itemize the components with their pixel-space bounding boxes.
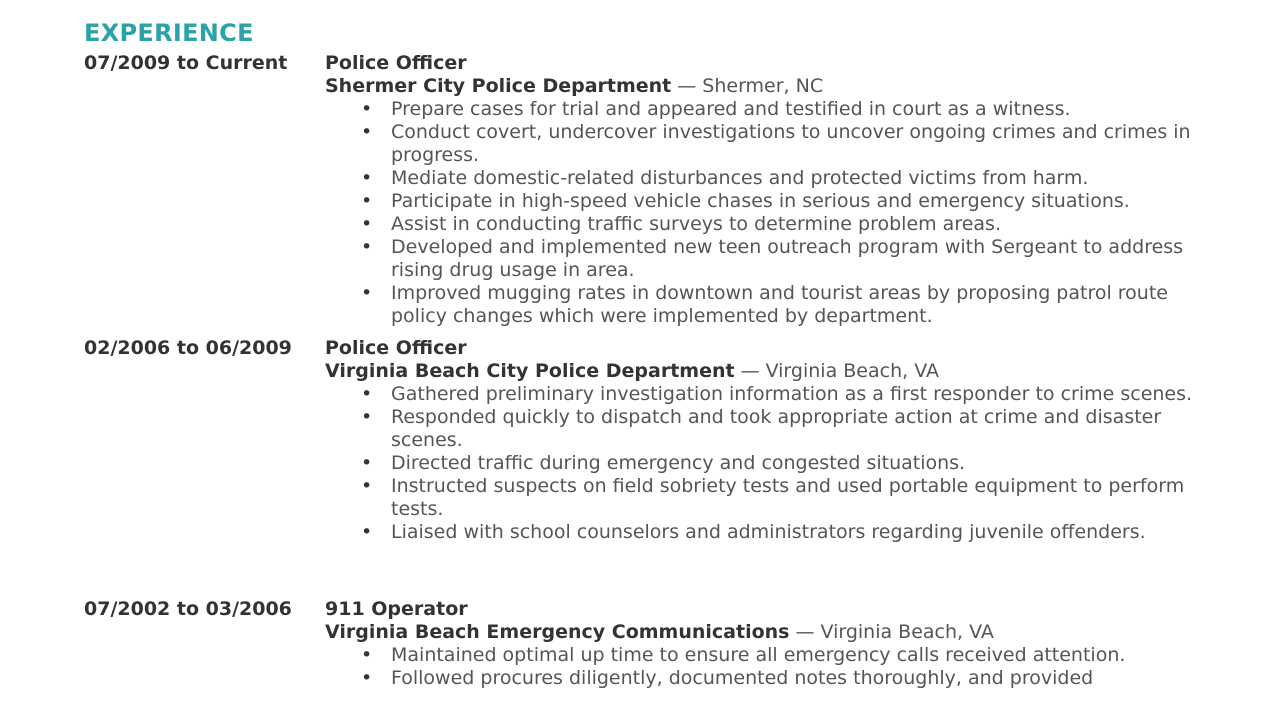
bullet-icon: • [361,383,373,405]
duty-item [325,452,1211,475]
duty-text: Maintained optimal up time to ensure all emergency calls received attention. [391,644,1126,666]
job-employer-line [325,621,1205,644]
bullet-icon: • [361,475,373,497]
separator-dash: — [740,360,760,382]
duty-text: Directed traffic during emergency and congested situations. [391,452,966,474]
duty-item [325,475,1211,521]
job-employer-line [325,360,1205,383]
duties-list [325,383,1205,544]
job-body [325,52,1205,328]
duty-text: Mediate domestic-related disturbances and protected victims from harm. [391,167,1089,189]
duty-item [325,190,1211,213]
duty-text: Prepare cases for trial and appeared and testified in court as a witness. [391,98,1071,120]
duty-item [325,521,1211,544]
duty-text: Participate in high-speed vehicle chases in serious and emergency situations. [391,190,1130,212]
bullet-icon: • [361,644,373,666]
bullet-icon: • [361,452,373,474]
duty-item [325,667,1211,690]
duty-text: Gathered preliminary investigation information as a first responder to crime scenes. [391,383,1193,405]
duty-item [325,282,1211,328]
duties-list [325,644,1205,690]
job-body [325,598,1205,690]
job-title: Police Officer [325,52,467,74]
duty-item [325,98,1211,121]
bullet-icon: • [361,190,373,212]
duty-item [325,383,1211,406]
bullet-icon: • [361,282,373,304]
job-title: 911 Operator [325,598,468,620]
job-dates: 02/2006 to 06/2009 [84,337,292,359]
bullet-icon: • [361,667,373,689]
job-location: Shermer, NC [702,75,824,97]
duty-item [325,121,1211,167]
bullet-icon: • [361,521,373,543]
job-location: Virginia Beach, VA [820,621,994,643]
bullet-icon: • [361,236,373,258]
bullet-icon: • [361,121,373,143]
separator-dash: — [795,621,815,643]
duty-text: Developed and implemented new teen outreach program with Sergeant to address rising drug usage in area. [391,236,1184,281]
job-employer-line [325,75,1205,98]
duty-text: Followed procures diligently, documented notes thoroughly, and provided [391,667,1094,689]
duty-item [325,236,1211,282]
employer-name: Shermer City Police Department [325,75,672,97]
duty-text: Instructed suspects on field sobriety tests and used portable equipment to perform tests. [391,475,1185,520]
employer-name: Virginia Beach City Police Department [325,360,735,382]
job-dates: 07/2009 to Current [84,52,288,74]
bullet-icon: • [361,167,373,189]
job-title: Police Officer [325,337,467,359]
duty-item [325,213,1211,236]
job-dates: 07/2002 to 03/2006 [84,598,292,620]
employer-name: Virginia Beach Emergency Communications [325,621,790,643]
section-title: EXPERIENCE [84,19,254,47]
duty-text: Responded quickly to dispatch and took appropriate action at crime and disaster scenes. [391,406,1162,451]
duty-text: Assist in conducting traffic surveys to determine problem areas. [391,213,1001,235]
duty-item [325,644,1211,667]
duty-text: Conduct covert, undercover investigations to uncover ongoing crimes and crimes in progress. [391,121,1191,166]
duties-list [325,98,1205,328]
bullet-icon: • [361,98,373,120]
separator-dash: — [677,75,697,97]
duty-item [325,406,1211,452]
job-location: Virginia Beach, VA [765,360,939,382]
bullet-icon: • [361,406,373,428]
job-body [325,337,1205,544]
bullet-icon: • [361,213,373,235]
duty-text: Liaised with school counselors and administrators regarding juvenile offenders. [391,521,1146,543]
duty-item [325,167,1211,190]
duty-text: Improved mugging rates in downtown and tourist areas by proposing patrol route policy changes which were implemented by department. [391,282,1168,327]
